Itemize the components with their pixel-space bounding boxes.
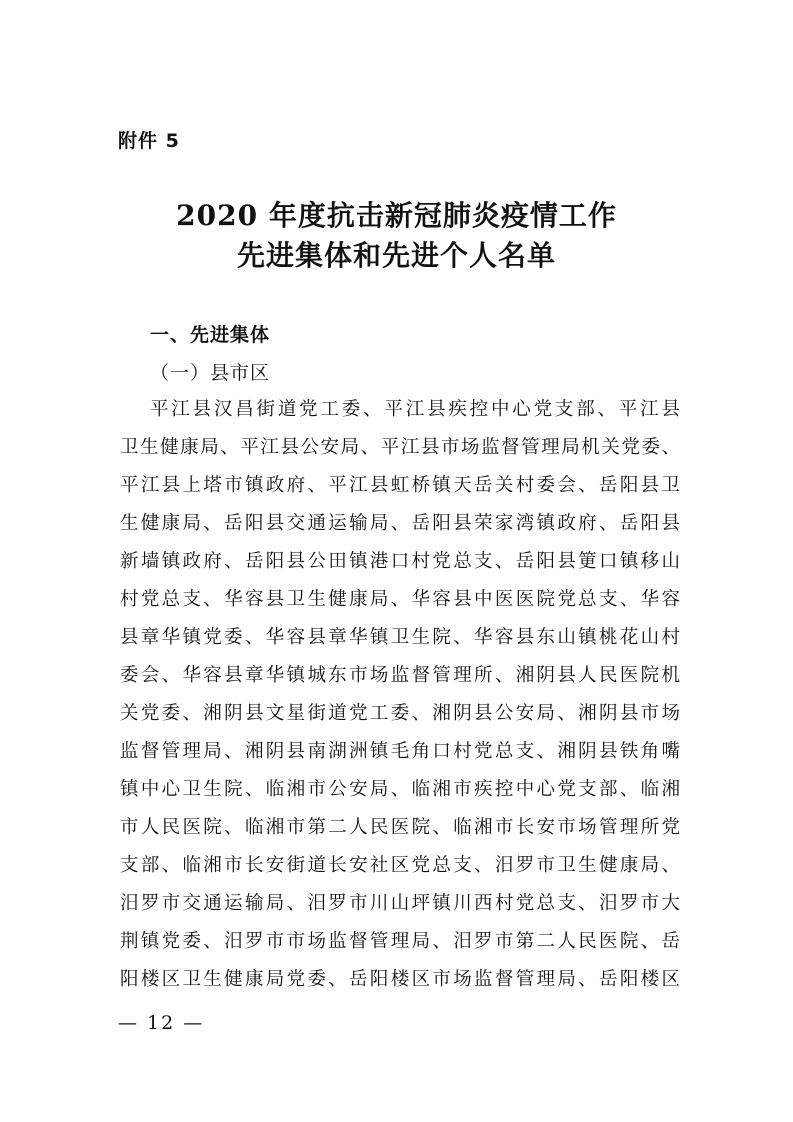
document-title-line-1: 2020 年度抗击新冠肺炎疫情工作 (176, 199, 617, 232)
body-line: 监督管理局、湘阴县南湖洲镇毛角口村党总支、湘阴县铁角嘴 (120, 741, 680, 762)
body-line: 荆镇党委、汨罗市市场监督管理局、汨罗市第二人民医院、岳 (120, 931, 680, 952)
body-line: 阳楼区卫生健康局党委、岳阳楼区市场监督管理局、岳阳楼区 (120, 969, 680, 990)
body-line: 市人民医院、临湘市第二人民医院、临湘市长安市场管理所党 (120, 817, 680, 838)
body-line: 卫生健康局、平江县公安局、平江县市场监督管理局机关党委、 (120, 437, 680, 458)
body-line: 委会、华容县章华镇城东市场监督管理所、湘阴县人民医院机 (120, 665, 680, 686)
body-line: 新墙镇政府、岳阳县公田镇港口村党总支、岳阳县筻口镇移山 (120, 551, 680, 572)
subsection-heading: （一）县市区 (150, 362, 271, 384)
body-line: 平江县汉昌街道党工委、平江县疾控中心党支部、平江县 (150, 399, 680, 420)
body-line: 镇中心卫生院、临湘市公安局、临湘市疾控中心党支部、临湘 (120, 779, 680, 800)
section-heading: 一、先进集体 (150, 324, 271, 346)
document-title-line-2: 先进集体和先进个人名单 (236, 239, 556, 272)
attachment-label: 附件 5 (118, 130, 180, 152)
body-line: 县章华镇党委、华容县章华镇卫生院、华容县东山镇桃花山村 (120, 627, 680, 648)
body-line: 平江县上塔市镇政府、平江县虹桥镇天岳关村委会、岳阳县卫 (120, 475, 680, 496)
body-line: 生健康局、岳阳县交通运输局、岳阳县荣家湾镇政府、岳阳县 (120, 513, 680, 534)
body-line: 关党委、湘阴县文星街道党工委、湘阴县公安局、湘阴县市场 (120, 703, 680, 724)
body-line: 村党总支、华容县卫生健康局、华容县中医医院党总支、华容 (120, 589, 680, 610)
page-number: — 12 — (118, 1012, 205, 1034)
body-line: 汨罗市交通运输局、汨罗市川山坪镇川西村党总支、汨罗市大 (120, 893, 680, 914)
body-line: 支部、临湘市长安街道长安社区党总支、汨罗市卫生健康局、 (120, 855, 680, 876)
